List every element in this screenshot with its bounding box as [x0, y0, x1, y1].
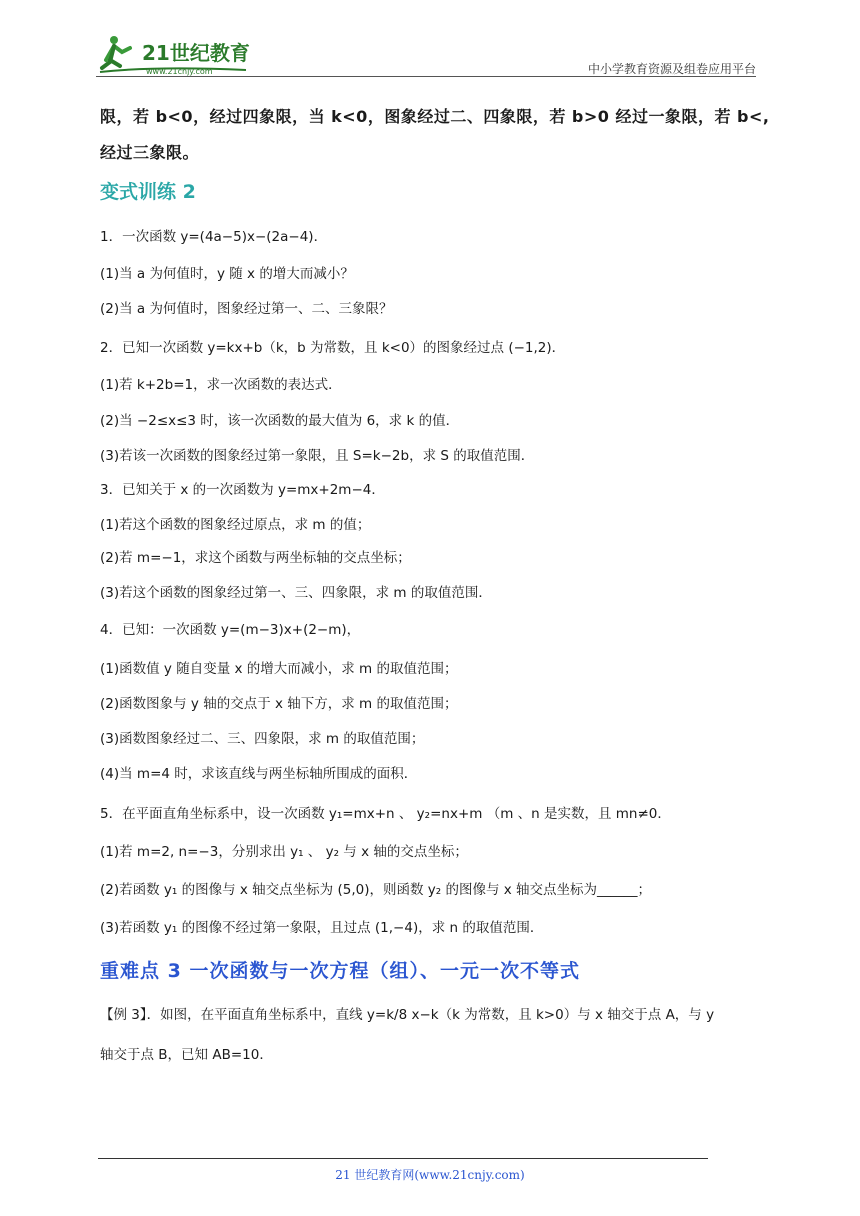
problem-5-part-2: (2)若函数 y₁ 的图像与 x 轴交点坐标为 (5,0)，则函数 y₂ 的图像与 x 轴交点坐标为______； [100, 882, 652, 898]
footer-divider [98, 1158, 708, 1159]
problem-1: 1．一次函数 y=(4a−5)x−(2a−4)． [100, 229, 328, 245]
problem-2-part-1: (1)若 k+2b=1，求一次函数的表达式． [100, 377, 342, 393]
problem-3-part-2: (2)若 m=−1，求这个函数与两坐标轴的交点坐标； [100, 550, 411, 566]
problem-5-part-3: (3)若函数 y₁ 的图像不经过第一象限，且过点 (1,−4)，求 n 的取值范围． [100, 920, 544, 936]
problem-3: 3．已知关于 x 的一次函数为 y=mx+2m−4． [100, 482, 385, 498]
problem-1-part-2: (2)当 a 为何值时，图象经过第一、二、三象限？ [100, 301, 393, 317]
problem-2-part-3: (3)若该一次函数的图象经过第一象限，且 S=k−2b，求 S 的取值范围． [100, 448, 535, 464]
intro-line-2: 经过三象限。 [100, 143, 200, 162]
example-3-line-1: 【例 3】．如图，在平面直角坐标系中，直线 y=k/8 x−k（k 为常数，且 k>0）与 x 轴交于点 A，与 y [100, 1007, 715, 1023]
svg-text:21世纪教育: 21世纪教育 [142, 41, 250, 65]
section-title-2: 重难点 3 一次函数与一次方程（组）、一元一次不等式 [100, 960, 580, 982]
logo-21cnjy [96, 30, 266, 80]
intro-line-1: 限，若 b<0，经过四象限，当 k<0，图象经过二、四象限，若 b>0 经过一象限，若 b<, [100, 107, 770, 126]
problem-4-part-4: (4)当 m=4 时，求该直线与两坐标轴所围成的面积． [100, 766, 418, 782]
page-header [96, 30, 756, 80]
problem-3-part-3: (3)若这个函数的图象经过第一、三、四象限，求 m 的取值范围． [100, 585, 492, 601]
example-3-line-2: 轴交于点 B，已知 AB=10． [100, 1047, 273, 1063]
problem-1-part-1: (1)当 a 为何值时，y 随 x 的增大而减小？ [100, 266, 354, 282]
problem-4-part-1: (1)函数值 y 随自变量 x 的增大而减小，求 m 的取值范围； [100, 661, 458, 677]
problem-4-part-2: (2)函数图象与 y 轴的交点于 x 轴下方，求 m 的取值范围； [100, 696, 458, 712]
problem-4-part-3: (3)函数图象经过二、三、四象限，求 m 的取值范围； [100, 731, 425, 747]
section-title: 变式训练 2 [100, 181, 196, 203]
problem-2: 2．已知一次函数 y=kx+b（k，b 为常数，且 k<0）的图象经过点 (−1,2)． [100, 340, 566, 356]
problem-2-part-2: (2)当 −2≤x≤3 时，该一次函数的最大值为 6，求 k 的值． [100, 413, 460, 429]
svg-text:www.21cnjy.com: www.21cnjy.com [146, 67, 213, 76]
problem-5: 5．在平面直角坐标系中，设一次函数 y₁=mx+n 、 y₂=nx+m （m 、n 是实数，且 mn≠0． [100, 806, 671, 822]
footer-text: 21 世纪教育网(www.21cnjy.com) [335, 1168, 525, 1182]
platform-title: 中小学教育资源及组卷应用平台 [587, 62, 756, 76]
problem-4: 4．已知：一次函数 y=(m−3)x+(2−m)， [100, 622, 361, 638]
header-divider [96, 76, 756, 77]
problem-3-part-1: (1)若这个函数的图象经过原点，求 m 的值； [100, 517, 371, 533]
problem-5-part-1: (1)若 m=2, n=−3，分别求出 y₁ 、 y₂ 与 x 轴的交点坐标； [100, 844, 468, 860]
